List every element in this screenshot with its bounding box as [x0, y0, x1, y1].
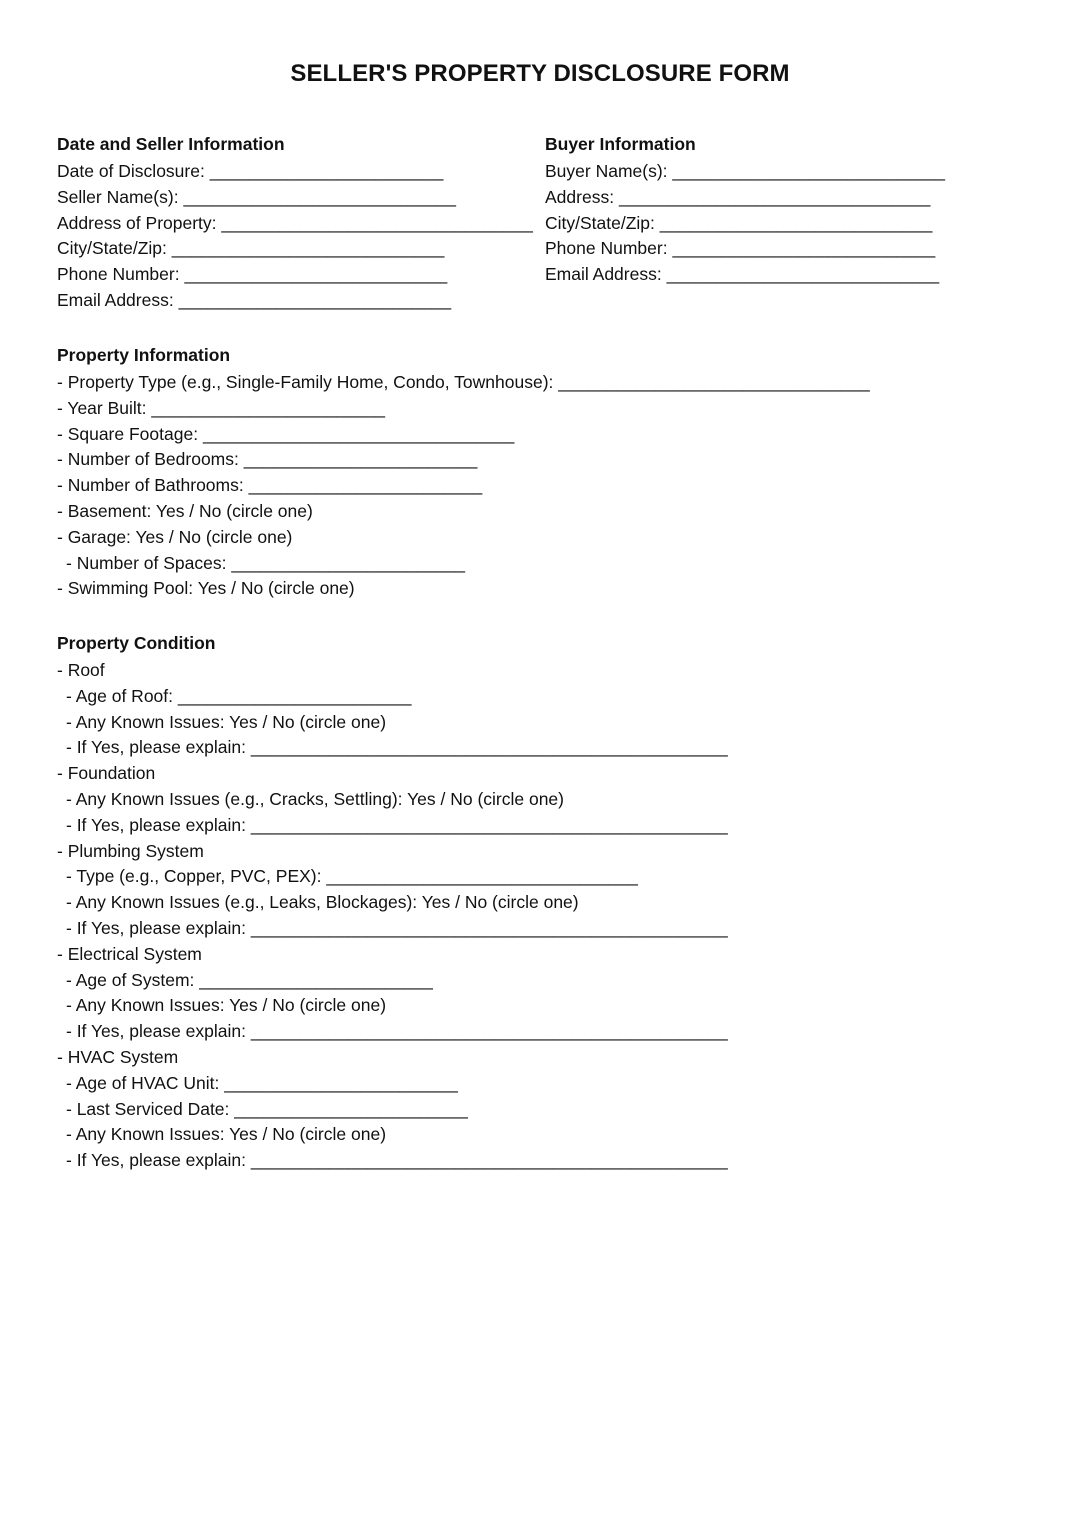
- year-built-field[interactable]: [57, 396, 1057, 422]
- field-label: Buyer Name(s):: [545, 161, 668, 181]
- line-text: - If Yes, please explain:: [66, 814, 246, 835]
- field-blank: ________________________: [209, 161, 444, 181]
- line-text: - Number of Spaces:: [66, 552, 227, 573]
- field-blank: ________________________: [231, 552, 465, 573]
- bathrooms-field[interactable]: [57, 473, 1057, 499]
- field-label: City/State/Zip:: [545, 212, 655, 233]
- line-text: - Roof: [57, 660, 105, 680]
- hvac-subheading: [57, 1045, 1057, 1071]
- property-condition-heading: Property Condition: [57, 633, 216, 653]
- line-text: - Square Footage:: [57, 423, 199, 444]
- foundation-issues-choice[interactable]: [57, 787, 1057, 813]
- line-text: - Age of System:: [66, 969, 195, 990]
- roof-subheading: [57, 658, 1057, 684]
- field-label: Address:: [545, 186, 615, 207]
- seller-section-heading: Date and Seller Information: [57, 134, 285, 154]
- line-text: - If Yes, please explain:: [66, 1021, 246, 1042]
- property-info-heading: Property Information: [57, 345, 231, 365]
- buyer-address-field[interactable]: [545, 185, 1025, 211]
- garage-spaces-field[interactable]: [57, 551, 1057, 577]
- field-label: Address of Property:: [57, 212, 217, 233]
- hvac-explain-field[interactable]: [57, 1148, 1057, 1174]
- field-blank: ____________________________: [666, 264, 940, 285]
- line-text: - Foundation: [57, 763, 156, 784]
- line-text: - Any Known Issues: Yes / No (circle one): [66, 995, 387, 1016]
- buyer-city-state-zip-field[interactable]: [545, 211, 1025, 237]
- line-text: - Electrical System: [57, 943, 202, 964]
- field-blank: ________________________________: [221, 212, 533, 233]
- line-text: - Year Built:: [57, 397, 147, 418]
- field-label: Date of Disclosure:: [57, 161, 205, 181]
- line-text: - Plumbing System: [57, 840, 204, 861]
- buyer-names-field[interactable]: [545, 159, 1025, 185]
- field-blank: ________________________________: [618, 186, 931, 207]
- roof-age-field[interactable]: [57, 684, 1057, 710]
- line-text: - Any Known Issues (e.g., Leaks, Blockages): Yes / No (circle one): [66, 892, 579, 913]
- field-blank: ________________________: [199, 969, 433, 990]
- buyer-section-heading: Buyer Information: [545, 134, 696, 154]
- hvac-issues-choice[interactable]: [57, 1122, 1057, 1148]
- buyer-info-section: [545, 131, 1025, 288]
- hvac-serviced-date-field[interactable]: [57, 1097, 1057, 1123]
- swimming-pool-choice[interactable]: [57, 576, 1057, 602]
- garage-choice[interactable]: [57, 525, 1057, 551]
- line-text: - Last Serviced Date:: [66, 1098, 230, 1119]
- field-blank: ________________________: [224, 1072, 458, 1093]
- plumbing-subheading: [57, 839, 1057, 865]
- line-text: - Number of Bathrooms:: [57, 475, 244, 496]
- hvac-age-field[interactable]: [57, 1071, 1057, 1097]
- line-text: - If Yes, please explain:: [66, 737, 246, 758]
- field-blank: ___________________________: [672, 238, 936, 259]
- line-text: - Any Known Issues: Yes / No (circle one): [66, 711, 387, 732]
- field-blank: ____________________________: [659, 212, 933, 233]
- roof-explain-field[interactable]: [57, 735, 1057, 761]
- line-text: - Age of HVAC Unit:: [66, 1072, 220, 1093]
- date-of-disclosure-field[interactable]: [57, 159, 537, 185]
- seller-phone-field[interactable]: [57, 262, 537, 288]
- field-blank: ________________________: [248, 475, 483, 496]
- foundation-explain-field[interactable]: [57, 813, 1057, 839]
- seller-email-field[interactable]: [57, 288, 537, 314]
- field-label: Email Address:: [545, 264, 662, 285]
- field-blank: _________________________________________________: [250, 814, 728, 835]
- field-label: Seller Name(s):: [57, 186, 179, 207]
- field-blank: ___________________________: [184, 264, 448, 285]
- property-type-field[interactable]: [57, 370, 1057, 396]
- buyer-phone-field[interactable]: [545, 236, 1025, 262]
- line-text: - Basement: Yes / No (circle one): [57, 500, 313, 521]
- field-blank: ________________________________: [202, 423, 515, 444]
- field-blank: ____________________________: [178, 289, 452, 310]
- plumbing-explain-field[interactable]: [57, 916, 1057, 942]
- field-blank: ________________________________: [326, 866, 638, 887]
- field-label: City/State/Zip:: [57, 238, 167, 259]
- buyer-email-field[interactable]: [545, 262, 1025, 288]
- line-text: - Number of Bedrooms:: [57, 449, 239, 470]
- electrical-explain-field[interactable]: [57, 1019, 1057, 1045]
- field-blank: _________________________________________________: [250, 1021, 728, 1042]
- bedrooms-field[interactable]: [57, 447, 1057, 473]
- foundation-subheading: [57, 761, 1057, 787]
- seller-info-section: [57, 131, 537, 314]
- line-text: - Any Known Issues: Yes / No (circle one): [66, 1124, 387, 1145]
- line-text: - Swimming Pool: Yes / No (circle one): [57, 578, 355, 599]
- field-blank: _________________________________________________: [250, 1150, 728, 1171]
- roof-issues-choice[interactable]: [57, 710, 1057, 736]
- plumbing-issues-choice[interactable]: [57, 890, 1057, 916]
- property-info-section: [57, 342, 1057, 602]
- line-text: - Garage: Yes / No (circle one): [57, 526, 293, 547]
- form-title: SELLER'S PROPERTY DISCLOSURE FORM: [290, 60, 790, 87]
- field-blank: _________________________________________________: [250, 737, 728, 758]
- field-blank: ____________________________: [183, 186, 456, 207]
- seller-names-field[interactable]: [57, 185, 537, 211]
- square-footage-field[interactable]: [57, 422, 1057, 448]
- field-blank: ________________________: [177, 685, 412, 706]
- field-label: Email Address:: [57, 289, 174, 310]
- line-text: - Any Known Issues (e.g., Cracks, Settling): Yes / No (circle one): [66, 788, 564, 809]
- field-blank: ________________________: [243, 449, 478, 470]
- field-blank: ________________________________: [558, 372, 870, 392]
- property-address-field[interactable]: [57, 211, 537, 237]
- line-text: - Type (e.g., Copper, PVC, PEX):: [66, 866, 322, 887]
- line-text: - If Yes, please explain:: [66, 917, 246, 938]
- seller-city-state-zip-field[interactable]: [57, 236, 537, 262]
- field-blank: ____________________________: [672, 161, 945, 181]
- field-blank: ________________________: [234, 1098, 468, 1119]
- line-text: - Age of Roof:: [66, 685, 174, 706]
- electrical-issues-choice[interactable]: [57, 993, 1057, 1019]
- line-text: - Property Type (e.g., Single-Family Home, Condo, Townhouse):: [57, 372, 554, 392]
- field-label: Phone Number:: [57, 264, 180, 285]
- field-blank: ____________________________: [171, 238, 445, 259]
- field-blank: _________________________________________________: [250, 917, 728, 938]
- electrical-subheading: [57, 942, 1057, 968]
- line-text: - If Yes, please explain:: [66, 1150, 246, 1171]
- electrical-age-field[interactable]: [57, 968, 1057, 994]
- property-condition-section: [57, 630, 1057, 1174]
- field-label: Phone Number:: [545, 238, 668, 259]
- basement-choice[interactable]: [57, 499, 1057, 525]
- line-text: - HVAC System: [57, 1046, 179, 1067]
- plumbing-type-field[interactable]: [57, 864, 1057, 890]
- field-blank: ________________________: [151, 397, 385, 418]
